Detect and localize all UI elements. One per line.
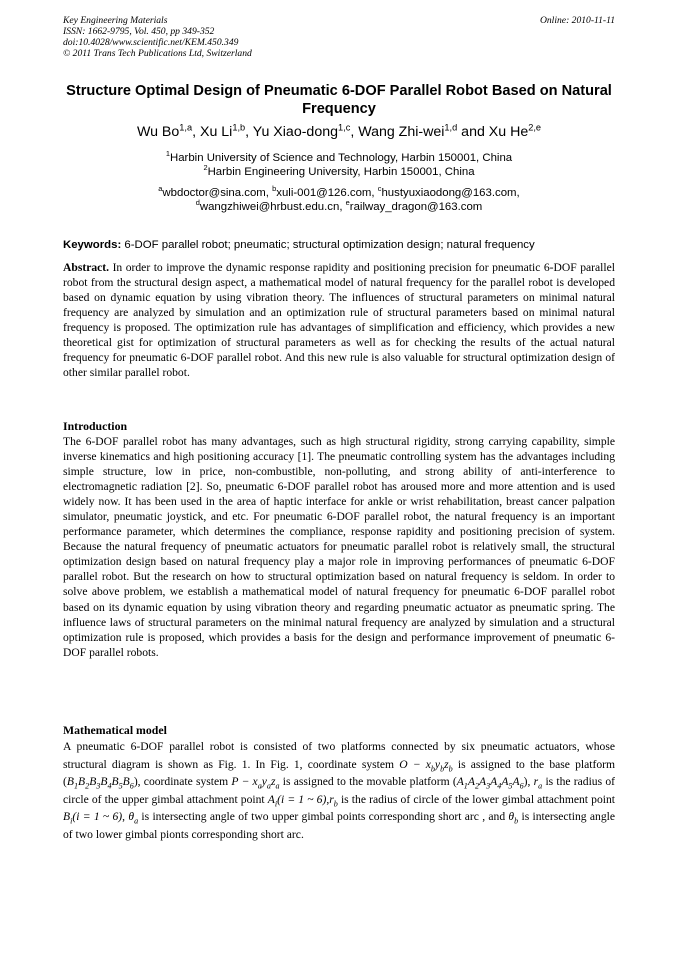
affiliations	[40, 151, 638, 179]
formula-moving-coord: $P - x_ay_az_a$	[231, 775, 280, 791]
online-date: Online: 2010-11-11	[539, 15, 615, 26]
email-sup: d	[195, 198, 200, 208]
issn-line: ISSN: 1662-9795, Vol. 450, pp 349-352	[63, 26, 215, 37]
author-sup: 1,b	[232, 122, 246, 133]
email-text: hustyuxiaodong@163.com	[381, 187, 517, 199]
author-sep: ,	[192, 124, 200, 140]
email-line-1: $^a$wbdoctor@sina.com, $^b$xuli-001@126.com, $^c$hustyuxiaodong@163.com,	[158, 184, 520, 199]
email-line-2: $^d$wangzhiwei@hrbust.edu.cn, $^e$railway_dragon@163.com	[195, 198, 483, 213]
math-text: is assigned to the base platform (	[63, 757, 616, 788]
author-sup: 1,a	[179, 122, 193, 133]
author-list	[40, 123, 638, 141]
math-text: ), coordinate system	[133, 775, 229, 788]
email-text: wbdoctor@sina.com	[162, 187, 266, 199]
affiliation-2	[40, 165, 638, 179]
formula-base-coord: $O - x_by_bz_b$	[399, 757, 453, 773]
math-text: is the radius of circle of the lower gimbal attachment point	[340, 792, 615, 806]
author-sep: ,	[245, 124, 253, 140]
author-name: Wu Bo	[136, 124, 180, 140]
formula-bi: $B_i(i = 1$ ~ 6)	[63, 810, 123, 826]
math-text: A pneumatic 6-DOF parallel robot is consisted of two platforms connected by six pneumatic actuators, whose structural diagram is shown as Fig. 1. In Fig. 1, coordinate system	[63, 740, 615, 771]
formula-moving-points: $A_1A_2A_3A_4A_5A_6$	[456, 775, 524, 791]
math-model-text	[63, 738, 615, 843]
math-text: ,	[326, 792, 330, 806]
paper-title: Structure Optimal Design of Pneumatic 6-DOF Parallel Robot Based on Natural Frequency	[66, 83, 612, 117]
email-text: wangzhiwei@hrbust.edu.cn	[199, 201, 340, 213]
affil-text: Harbin University of Science and Technology, Harbin 150001, China	[169, 152, 513, 164]
journal-header	[63, 15, 615, 59]
keywords-text: 6-DOF parallel robot; pneumatic; structural optimization design; natural frequency	[124, 239, 535, 251]
email-sup: b	[272, 184, 277, 194]
formula-theta-a: $\theta_a$	[128, 810, 139, 826]
introduction-heading: Introduction	[63, 419, 128, 433]
introduction-text: The 6-DOF parallel robot has many advantages, such as high structural rigidity, strong carrying capability, simple inverse kinematics and high positioning accuracy [1]. The pneumatic controlling system has the advantages including simple structure, low in price, non-combustible, non-polluting, and strong ability of anti-interference to electromagnetic radiation [2]. So, pneumatic 6-DOF parallel robot has aroused more and more attention and is used widely now. It has been used in the area of haptic interface for ankle or wrist rehabilitation, breast cancer palpation simulator, pneumatic joystick, and etc. For pneumatic 6-DOF parallel robot, the natural frequency is an important performance parameter, which determines the compliance, response rapidity and positioning precision of system. Because the natural frequency of pneumatic actuators for pneumatic parallel robot is relatively small, the structural optimization design based on natural frequency play a major role in improving performances of pneumatic 6-DOF parallel robot. But the research on how to structural optimization based on natural frequency is seldom. In order to solve above problem, we establish a mathematical model of natural frequency for pneumatic 6-DOF parallel robot based on its dynamic equation by using vibration theory and regarding pneumatic actuator as pneumatic spring. The influence laws of structural parameters on the minimal natural frequency are analyzed by simulation and a structural optimization rule is proposed, which provides a basis for the design and performance improvement of pneumatic 6-DOF parallel robots.	[63, 435, 615, 659]
affil-sup: 1	[165, 149, 170, 159]
email-text: railway_dragon@163.com	[349, 201, 483, 213]
formula-theta-b: $\theta_b$	[508, 810, 519, 826]
author-and: and	[457, 124, 489, 140]
math-text: is the radius of circle of the upper gimbal attachment point	[63, 775, 615, 806]
math-text: is intersecting angle of two lower gimbal pionts corresponding short arc.	[63, 810, 615, 841]
formula-rb: $r_b$	[329, 792, 338, 808]
affiliation-1	[40, 151, 638, 165]
math-text: ,	[122, 810, 126, 823]
keywords-label: Keywords:	[63, 239, 122, 251]
affil-sup: 2	[203, 163, 208, 173]
abstract-text: In order to improve the dynamic response rapidity and positioning precision for pneumatic 6-DOF parallel robot from the structural design aspect, a mathematical model of natural frequency for the parallel robot is developed based on dynamic equation by using vibration theory. The influences of structural parameters on minimal natural frequency are analyzed by simulation and an optimization rule of structural parameters based on minimal natural frequency is proposed. The optimization rule has advantages of simplification and efficiency, which provides a new theoretical gist for optimization of structural parameters as well as for checking the results of the actual natural frequency for pneumatic 6-DOF parallel robot. And this new rule is also valuable for structural optimization design of other similar parallel robot.	[63, 261, 615, 380]
author-sup: 1,c	[338, 122, 351, 133]
copyright-line: © 2011 Trans Tech Publications Ltd, Switzerland	[63, 48, 252, 59]
author-emails	[40, 186, 638, 214]
author-name: Xu Li	[199, 124, 233, 140]
email-sup: a	[158, 184, 163, 194]
doi-line: doi:10.4028/www.scientific.net/KEM.450.349	[63, 37, 239, 48]
author-name: Wang Zhi-wei	[358, 124, 445, 140]
author-sup: 1,d	[444, 122, 458, 133]
keywords	[63, 238, 623, 252]
math-model-heading: Mathematical model	[63, 723, 167, 737]
formula-base-points: $B_1B_2B_3B_4B_5B_6$	[66, 775, 134, 791]
math-text: ),	[523, 775, 531, 788]
email-text: xuli-001@126.com	[276, 187, 372, 199]
author-name: Xu He	[488, 124, 529, 140]
affil-text: Harbin Engineering University, Harbin 150001, China	[207, 166, 475, 178]
journal-name: Key Engineering Materials	[63, 15, 168, 26]
email-sup: c	[377, 184, 382, 194]
math-text: is intersecting angle of two upper gimbal points corresponding short arc , and	[141, 810, 506, 823]
formula-ra: $r_a$	[533, 775, 543, 791]
abstract	[63, 260, 615, 380]
author-sep: ,	[350, 124, 359, 140]
author-sup: 2,e	[528, 122, 542, 133]
abstract-label: Abstract.	[63, 261, 110, 274]
email-sup: e	[345, 198, 350, 208]
formula-ai: $A_i(i = 1$ ~ 6)	[267, 792, 327, 808]
math-text: is assigned to the movable platform (	[282, 775, 457, 788]
author-name: Yu Xiao-dong	[252, 124, 338, 140]
